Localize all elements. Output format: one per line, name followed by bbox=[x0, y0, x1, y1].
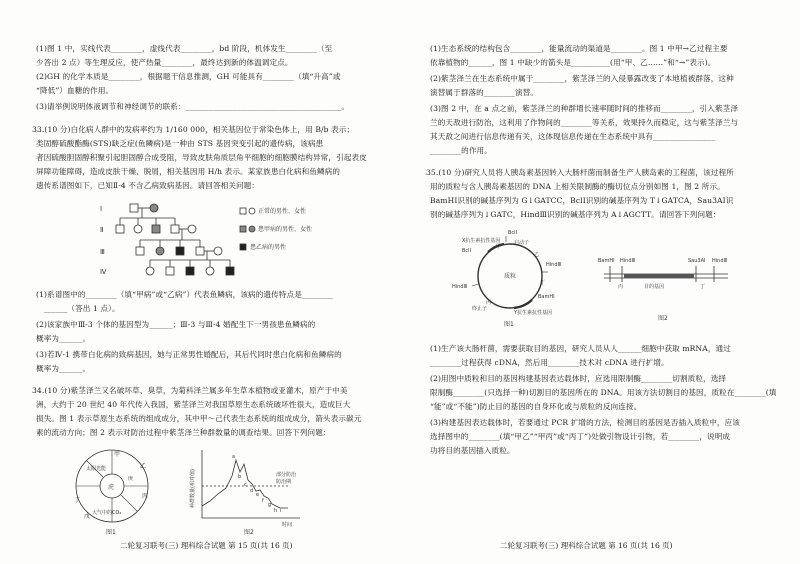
fig1-label-wu: 戊 bbox=[84, 513, 91, 520]
q32-line-4: “降低”）血糖的作用。 bbox=[36, 86, 114, 95]
fig2-ylabel: 种群数量(相对值) bbox=[190, 469, 196, 508]
fig2-point-a: a bbox=[232, 454, 236, 460]
plasmid-terminator: 终止子 bbox=[472, 306, 488, 312]
q33-line-3: 者因硫酸胆固醇积聚引起胆固醇合成受阻，导致皮肤角质层角平细胞的细胞膜结构异常，引起表皮 bbox=[36, 153, 367, 162]
plasmid-jia: 甲 bbox=[496, 244, 502, 250]
q33-part-3: (3)若Ⅳ-1 携带白化病的致病基因，她与正常男性婚配后，其后代同时患白化病和鱼鳞病的 bbox=[36, 350, 342, 359]
fig2-xlabel: 时间 bbox=[282, 522, 293, 528]
q35-line-3: BamHⅠ识别的碱基序列为 G↓GATCC，BclⅠ识别的碱基序列为 T↓GATCA，Sau3AⅠ识 bbox=[430, 196, 734, 205]
left-footer: 二轮复习联考(三) 理科综合试题 第 15 页(共 16 页) bbox=[120, 541, 293, 550]
q34-cont-2: 依靠植物的______，图 1 中缺少的箭头是__________(用“甲、乙……”和“→”表示)。 bbox=[430, 58, 716, 67]
gen-label-2: Ⅱ bbox=[100, 226, 104, 234]
q33-line-5: 遗传系谱图如下，已知Ⅱ-4 不含乙病致病基因。请回答相关问题： bbox=[36, 181, 260, 190]
q33-part-2: (2)该家族中Ⅲ-3 个体的基因型为______；Ⅲ-3 与Ⅲ-4 婚配生下一男孩患鱼鳞病的 bbox=[36, 320, 316, 329]
q34-cont-6: 兰的天敌进行防治，这利用了作物间的________等关系，效果持久而稳定，这与紫茎泽兰与 bbox=[430, 118, 739, 127]
fig1-caption: 图1 bbox=[106, 529, 116, 536]
genemap-ding: 丁 bbox=[700, 284, 706, 290]
q32-line-2: 少答出 2 点）等生理反应，使产热量________，最终达到新的体温调定点。 bbox=[36, 58, 293, 67]
q34-cont-5: (3)图 2 中，在 a 点之前，紫茎泽兰的种群增长速率随时间的推移而________，引入紫茎泽 bbox=[430, 104, 739, 113]
q35-part-2b: 限制酶________(只选择一种)切割目的基因所在的 DNA。用该方法切割目的基因，质粒在________(填 bbox=[430, 388, 777, 397]
q32-line-3: (2)GH 的化学本质是________，根据题干信息推测，GH 可能具有________（填“升高”或 bbox=[36, 72, 341, 81]
right-footer: 二轮复习联考(三) 理科综合试题 第 16 页(共 16 页) bbox=[500, 541, 673, 550]
q34-cont-8: ________的作用。 bbox=[430, 146, 492, 155]
q35-part-3b: 选择图中的________(填“甲乙”“甲丙”或“丙丁”)处做引物设计引物，若________，说明成 bbox=[430, 432, 731, 441]
fig1-inner-co2: 大气中的CO₂ bbox=[92, 510, 122, 516]
q32-line-1: (1)图 1 中，实线代表________，虚线代表________，bd 阶段，机体发生________（至 bbox=[36, 44, 333, 53]
plasmid-bam: BamHⅠ bbox=[538, 294, 555, 300]
q33-part-1b: ______（答出 1 点）。 bbox=[44, 304, 120, 313]
q34-cont-7: 其天敌之间进行信息传递有关，这体现信息传递在生态系统中具有________________ bbox=[430, 132, 716, 141]
genemap-bam: BamHⅠ bbox=[598, 258, 615, 264]
plasmid-bing: 丙 bbox=[486, 300, 492, 306]
q35-line-4: 别的碱基序列为↓GATC，HindⅢ识别的碱基序列为 A↓AGCTT。请回答下列问题： bbox=[430, 210, 721, 219]
fig2-point-g: g bbox=[268, 502, 272, 508]
fig2-point-e: e bbox=[256, 492, 260, 498]
q35-part-2: (2)用图中质粒和目的基因构建基因表达载体时，应选用限制酶________切割质粒，选择 bbox=[430, 374, 727, 383]
q33-line-1: 33.(10 分)白化病人群中的发病率约为 1/160 000，相关基因位于常染色体上，用 B/b 表示； bbox=[32, 125, 355, 134]
gene-map-diagram bbox=[596, 238, 736, 328]
genemap-bing: 丙 bbox=[618, 284, 624, 290]
ecosystem-diagram bbox=[62, 446, 172, 536]
q35-part-1b: ________过程获得 cDNA，然后用________技术对 cDNA 进行扩增。 bbox=[430, 358, 669, 367]
q33-part-1: (1)系谱图中的________（填“甲病”或“乙病”）代表鱼鳞病，该病的遗传特点是________ bbox=[36, 290, 334, 299]
right-page bbox=[400, 0, 800, 564]
fig2-point-h: h bbox=[274, 508, 278, 514]
q34-line-1: 34.(10 分)紫茎泽兰又名破坏草、臭草，为菊科泽兰属多年生草本植物或亚灌木，原产于中美 bbox=[32, 386, 348, 395]
fig1-label-bing: 丙 bbox=[142, 493, 149, 500]
fig1-label-yi: 乙 bbox=[140, 463, 147, 470]
fig2-point-d: d bbox=[250, 488, 254, 494]
genemap-target: 目的基因 bbox=[644, 284, 665, 290]
gen-label-1: Ⅰ bbox=[100, 205, 103, 213]
q34-cont-4: 演替属于群落的________演替。 bbox=[430, 88, 539, 97]
q35-part-3: (3)构建基因表达载体时，若要通过 PCR 扩增的方法，检测目的基因是否插入质粒中，应该 bbox=[430, 418, 740, 427]
q35-line-2: 用的质粒与含人胰岛素基因的 DNA 上相关限制酶的酶切位点分别如图 1，图 2 所示。 bbox=[430, 182, 725, 191]
pedigree-chart bbox=[100, 198, 313, 282]
fig2-point-f: f bbox=[262, 498, 264, 504]
genemap-hind-2: HindⅢ bbox=[712, 258, 727, 264]
legend-normal: 正常的男性、女性 bbox=[258, 208, 307, 215]
fig2-caption: 图2 bbox=[244, 529, 254, 536]
q34-cont-1: (1)生态系统的结构包含________，能量流动的渠道是________。图 1 中甲→乙过程主要 bbox=[430, 44, 728, 53]
fig1-inner-geng: 庚 bbox=[128, 476, 134, 482]
plasmid-yi: 乙 bbox=[534, 252, 540, 258]
fig2-note-period: 防治期 bbox=[276, 479, 292, 485]
genemap-caption: 图2 bbox=[658, 315, 668, 322]
fig2-point-b: b bbox=[238, 474, 242, 480]
plasmid-bcl-1: BclⅠ bbox=[508, 230, 518, 236]
legend-disease-a: 患甲病的男性、女性 bbox=[258, 226, 313, 233]
q33-line-2: 类固醇硫酸酯酶(STS)缺乏症(鱼鳞病)是一种由 STS 基因突变引起的遗传病，该病患 bbox=[36, 139, 324, 148]
fig2-note-partial: 部分防治 bbox=[276, 472, 297, 478]
genemap-sau: Sau3AⅠ bbox=[688, 258, 706, 264]
plasmid-bcl-2: BclⅠ bbox=[462, 248, 472, 254]
plasmid-caption: 图1 bbox=[504, 321, 514, 328]
fig1-inner-sun: 太阳光能 bbox=[86, 466, 107, 472]
q32-line-5: (3)请举例说明体液调节和神经调节的联系：________________________________________。 bbox=[36, 102, 350, 111]
q33-line-4: 屏障功能障碍，造成皮肤干燥、脱屑，相关基因用 H/h 表示。某家族患白化病和鱼鳞病的 bbox=[36, 167, 341, 176]
q35-line-1: 35.(10 分)研究人员将人胰岛素基因转入大肠杆菌而制备生产人胰岛素的工程菌，该过程所 bbox=[426, 168, 734, 177]
plasmid-promoter: 启动子 bbox=[514, 240, 530, 246]
plasmid-y-res: Y抗生素抗性基因 bbox=[514, 310, 553, 316]
q35-part-2c: “能”或“不能”)防止目的基因的自身环化或与质粒的反向连接。 bbox=[430, 402, 642, 411]
plasmid-center: 质粒 bbox=[504, 273, 517, 280]
q35-part-1: (1)生产该大肠杆菌，需要获取目的基因，研究人员从人______细胞中获取 mRNA，通过 bbox=[430, 344, 731, 353]
q34-line-3: 损失。图 1 表示草原生态系统的组成成分，其中甲～己代表生态系统的组成成分，箭头表示碳元 bbox=[36, 414, 362, 423]
legend-disease-b: 患乙病的男性 bbox=[250, 244, 287, 251]
fig1-label-ding: 丁 bbox=[74, 497, 81, 504]
q34-line-4: 素的流动方向；图 2 表示对防治过程中紫茎泽兰种群数量的调查结果。回答下列问题： bbox=[36, 428, 331, 437]
q34-line-2: 洲，大约于 20 世纪 40 年代传入我国，紫茎泽兰对我国草原生态系统破坏性很大，造成巨大 bbox=[36, 400, 351, 409]
plasmid-ding: 丁 bbox=[540, 280, 546, 286]
fig2-point-c: c bbox=[244, 482, 247, 488]
q34-cont-3: (2)紫茎泽兰在生态系统中属于________，紫茎泽兰的入侵暴露改变了本地植被群落，这种 bbox=[430, 74, 734, 83]
plasmid-hind-1: HindⅢ bbox=[546, 262, 561, 268]
gen-label-3: Ⅲ bbox=[100, 248, 105, 256]
genemap-hind-1: HindⅢ bbox=[620, 258, 635, 264]
plasmid-x-res: X抗生素抗性基因 bbox=[462, 238, 501, 244]
fig1-center: 虎 bbox=[108, 484, 115, 491]
q33-part-3b: 概率为______。 bbox=[36, 364, 91, 373]
q33-part-2b: 概率为______。 bbox=[36, 334, 91, 343]
q35-part-3c: 功将目的基因插入质粒。 bbox=[430, 446, 515, 455]
plasmid-hind-2: HindⅢ bbox=[452, 284, 467, 290]
fig2-point-i: i bbox=[280, 508, 282, 514]
fig1-label-jia: 甲 bbox=[114, 451, 121, 458]
gen-label-4: Ⅳ bbox=[100, 268, 107, 276]
population-chart bbox=[188, 446, 308, 536]
plasmid-diagram bbox=[448, 228, 578, 328]
